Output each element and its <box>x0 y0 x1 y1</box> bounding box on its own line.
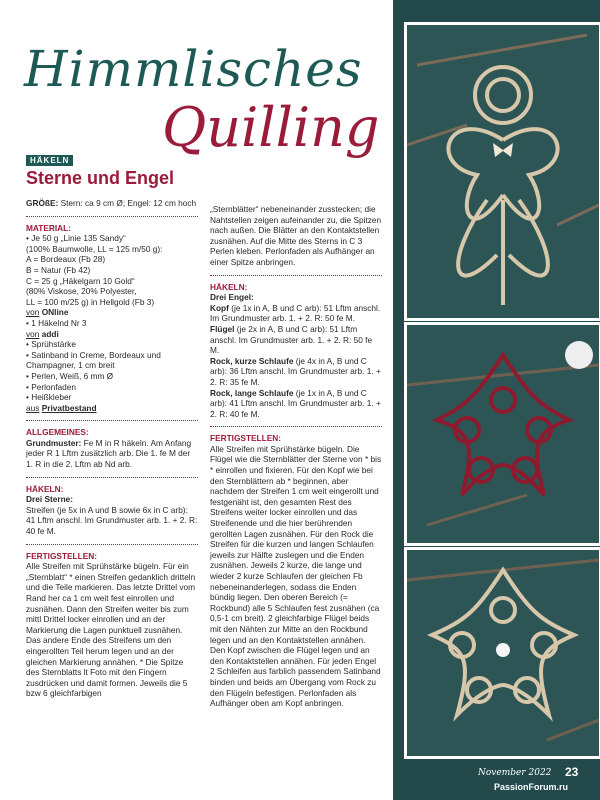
brand-line <box>26 307 198 318</box>
angel-part <box>210 388 382 420</box>
stock-name: Privatbestand <box>41 402 97 413</box>
material-extra: • Perlen, Weiß, 6 mm Ø <box>26 370 114 381</box>
material-extra: • Sprühstärke <box>26 339 76 350</box>
general-text: Fe M in R häkeln. Am Anfang jeder R 1 Lftm zusätzlich arb. Die 1. fe M der 1. R in die 2. Lftm ab Nd arb. <box>26 437 192 470</box>
divider <box>26 420 198 421</box>
divider <box>26 477 198 478</box>
material-line: B = Natur (Fb 42) <box>26 264 91 275</box>
crochet-stars-subheading <box>26 494 198 505</box>
subtitle: Sterne und Engel <box>26 168 175 188</box>
angel-illustration <box>407 25 599 318</box>
size-text: Stern: ca 9 cm Ø; Engel: 12 cm hoch <box>60 198 197 208</box>
title-line-1: Himmlisches <box>24 40 363 98</box>
stars-continued-text: „Sternblätter“ nebeneinander zusstecken; die Nahtstellen zeigen aufeinander zu, die Spitzen nach außen. Die Blätter an den Kontaktstellen zusnähen. Auf die Mitte des Sterns in C 3 Perlen kleben. Perlonfaden als Aufhänger an einer Spitze anbringen. <box>210 204 382 267</box>
material-line: C = 25 g „Häkelgarn 10 Gold“ <box>26 275 135 286</box>
stock-prefix: aus <box>26 402 40 413</box>
brand-name: addi <box>41 328 59 339</box>
general-label: Grundmuster: <box>26 437 82 448</box>
photo-angel <box>404 22 600 321</box>
crochet-angels-heading: HÄKELN: <box>210 281 248 292</box>
divider <box>26 544 198 545</box>
material-line: LL = 100 m/25 g) in Hellgold (Fb 3) <box>26 296 155 307</box>
watermark: PassionForum.ru <box>494 782 569 792</box>
material-extra: • Satinband in Creme, Bordeaux und Champagner, 1 cm breit <box>26 349 161 371</box>
photo-red-star <box>404 322 600 546</box>
finish-stars-heading: FERTIGSTELLEN: <box>26 550 97 561</box>
photo-natural-star <box>404 547 600 759</box>
crochet-angels-subheading <box>210 292 382 303</box>
subheading-text: Drei Sterne: <box>26 494 74 505</box>
finish-angels-heading: FERTIGSTELLEN: <box>210 433 281 444</box>
natural-star-illustration <box>407 550 599 756</box>
red-star-illustration <box>407 325 599 543</box>
brand-line <box>26 329 198 340</box>
material-extra: • Heißkleber <box>26 392 72 403</box>
divider <box>210 275 382 276</box>
column-middle <box>210 204 382 716</box>
general-paragraph <box>26 438 198 470</box>
part-label: Rock, lange Schlaufe <box>210 387 294 398</box>
issue-date: November 2022 <box>478 768 552 778</box>
angel-part <box>210 356 382 388</box>
general-heading: ALLGEMEINES: <box>26 427 89 438</box>
material-line: A = Bordeaux (Fb 28) <box>26 254 106 265</box>
category-tag: HÄKELN <box>26 155 73 166</box>
title-line-2: Quilling <box>162 96 380 159</box>
divider <box>210 426 382 427</box>
part-text: (je 1x in A, B und C arb): 41 Lftm anschl. Im Grundmuster arb. 1. + 2. R: 40 fe M. <box>210 387 381 419</box>
brand-name: ONline <box>41 307 69 318</box>
crochet-stars-heading: HÄKELN: <box>26 483 64 494</box>
column-left <box>26 198 198 706</box>
material-line: (80% Viskose, 20% Polyester, <box>26 286 137 297</box>
part-label: Rock, kurze Schlaufe <box>210 355 294 366</box>
angel-part <box>210 324 382 356</box>
part-label: Flügel <box>210 323 235 334</box>
part-label: Kopf <box>210 302 229 313</box>
finish-stars-text: Alle Streifen mit Sprühstärke bügeln. Für ein „Sternblatt“ * einen Streifen gedanklich dritteln und die Teile markieren. Das letzte Drittel vom Rand her ca 1 cm weit fest einrollen und zusnähen. Dann den Streifen weiter bis zum mittl Drittel locker einrollen und an der Markierung die Lagen punktuell zusnähen. Das andere Ende des Streifens um den eingerollten Teil herum legen und an der gleichen Markierung annähen. * Die Spitze des Sternblatts lt Foto mit den Fingern zusdrücken und damit formen. Jeweils die 5 bzw 6 gleichfarbigen <box>26 561 196 699</box>
brand-prefix: von <box>26 328 40 339</box>
size-label: GRÖßE: <box>26 198 59 208</box>
material-line: • 1 Häkelnd Nr 3 <box>26 317 87 328</box>
material-extra: • Perlonfaden <box>26 381 76 392</box>
material-line: (100% Baumwolle, LL = 125 m/50 g): <box>26 243 163 254</box>
material-line: • Je 50 g „Linie 135 Sandy“ <box>26 233 126 244</box>
brand-prefix: von <box>26 307 40 318</box>
crochet-stars-text: Streifen (je 5x in A und B sowie 6x in C arb): 41 Lftm anschl. Im Grundmuster arb. 1. + 2. R: 40 fe M. <box>26 504 198 537</box>
material-heading: MATERIAL: <box>26 222 72 233</box>
divider <box>26 216 198 217</box>
finish-angels-text: Alle Streifen mit Sprühstärke bügeln. Die Flügel wie die Sternblätter der Sterne von * bis * einrollen und fixieren. Für den Kopf wie bei den Sternblättern ab * beginnen, aber nachdem der Streifen 1 cm weit eingerollt und festgenäht ist, den gesamten Rest des Streifens weiter locker einrollen und das Streifenende und die hier berührenden gerollten Lagen zusnähen. Für den Rock die Streifen für die kurzen und langen Schlaufen jeweils zur Hälfte zuslegen und die Enden zusnähen. Jeweils 2 kurze, die lange und wieder 2 kurze Schlaufen der gleichen Fb nebeneinanderlegen, sodass die Enden bündig liegen. Den oberen Bereich (= Rockbund) alle 5 Schlaufen fest zusnähen (ca 0,5-1 cm breit). 2 gleichfarbige Flügel beids mit den Nähten zur Mitte an den Rockbund legen und an den Kontaktstellen annähen. Den Kopf zwischen die Flügel legen und an den Kontaktstellen annähen. Für jeden Engel 2 Schleifen aus farblich passendem Satinband binden und beids am Übergang vom Rock zu den Flügeln befestigen. Perlonfaden als Aufhänger oben am Kopf anbringen. <box>210 443 382 709</box>
part-text: (je 1x in A, B und C arb): 51 Lftm anschl. Im Grundmuster arb. 1. + 2. R: 50 fe M. <box>210 302 381 324</box>
angel-part <box>210 303 382 324</box>
part-text: (je 2x in A, B und C arb): 51 Lftm anschl. Im Grundmuster arb. 1. + 2. R: 50 fe M. <box>210 323 373 356</box>
stock-line <box>26 403 198 414</box>
part-text: (je 4x in A, B und C arb): 36 Lftm anschl. Im Grundmuster arb. 1. + 2. R: 35 fe M. <box>210 355 381 387</box>
size-paragraph <box>26 198 198 209</box>
subheading-text: Drei Engel: <box>210 292 254 303</box>
page-number: 23 <box>565 765 579 779</box>
